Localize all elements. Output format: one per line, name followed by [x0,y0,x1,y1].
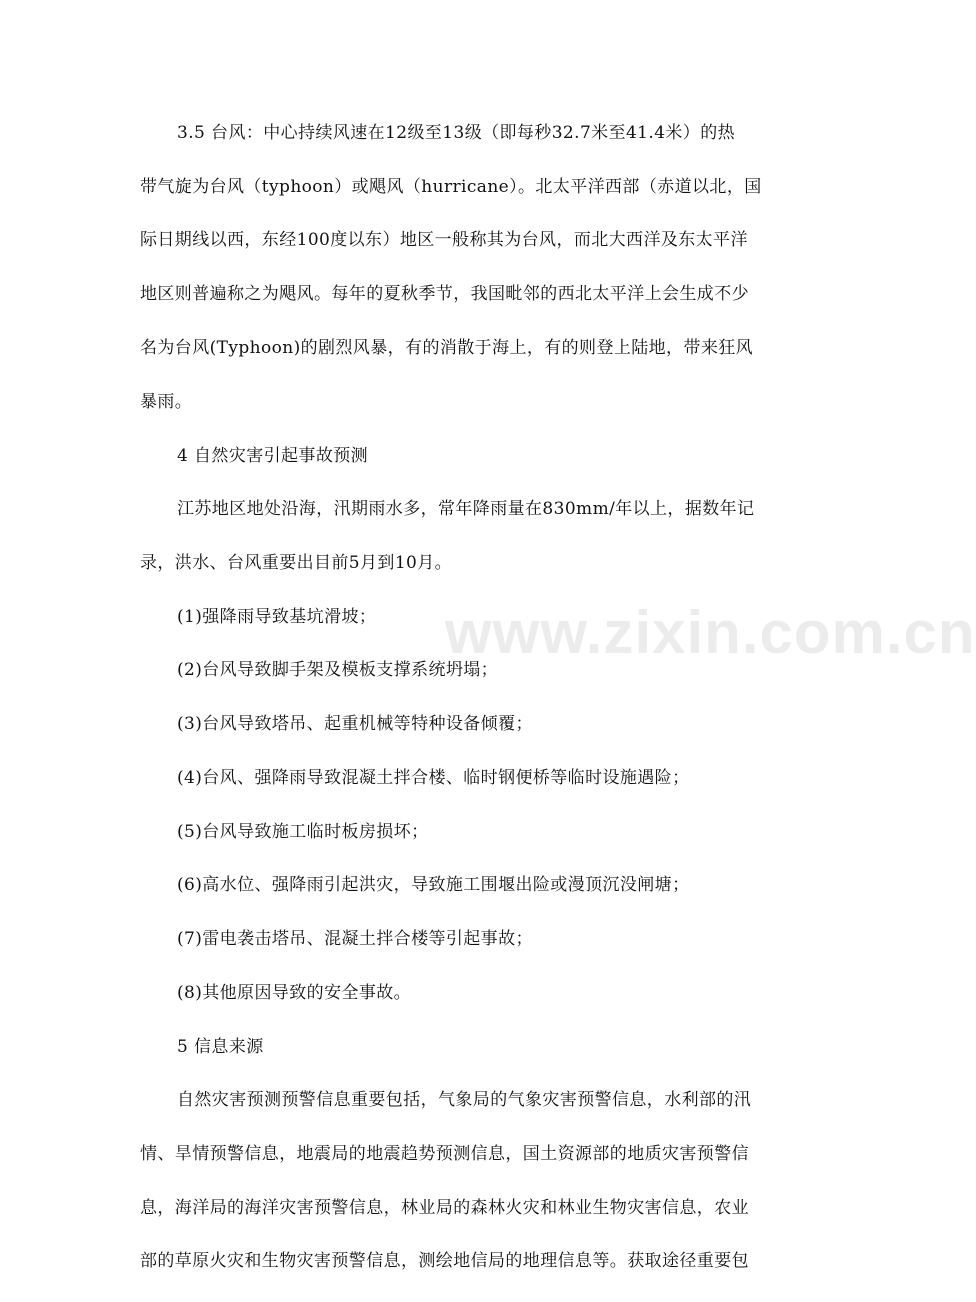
list-item-4: (4)台风、强降雨导致混凝土拌合楼、临时钢便桥等临时设施遇险； [177,768,690,788]
list-item-8: (8)其他原因导致的安全事故。 [177,983,412,1003]
para-typhoon-line-4: 地区则普遍称之为飓风。每年的夏秋季节，我国毗邻的西北太平洋上会生成不少 [140,284,749,304]
para-typhoon-line-6: 暴雨。 [140,392,193,412]
list-item-3: (3)台风导致塔吊、起重机械等特种设备倾覆； [177,714,533,734]
para-jiangsu-line-1: 江苏地区地处沿海，汛期雨水多，常年降雨量在830mm/年以上，据数年记 [177,499,755,519]
para-info-line-2: 情、旱情预警信息，地震局的地震趋势预测信息，国土资源部的地质灾害预警信 [140,1144,749,1164]
list-item-6: (6)高水位、强降雨引起洪灾，导致施工围堰出险或漫顶沉没闸塘； [177,875,690,895]
list-item-5: (5)台风导致施工临时板房损坏； [177,822,429,842]
list-item-2: (2)台风导致脚手架及模板支撑系统坍塌； [177,660,499,680]
para-typhoon-line-5: 名为台风(Typhoon)的剧烈风暴，有的消散于海上，有的则登上陆地，带来狂风 [140,338,754,358]
para-jiangsu-line-2: 录，洪水、台风重要出目前5月到10月。 [140,553,453,573]
para-typhoon-line-2: 带气旋为台风（typhoon）或飓风（hurricane）。北太平洋西部（赤道以北，国 [140,177,762,197]
para-info-line-1: 自然灾害预测预警信息重要包括，气象局的气象灾害预警信息，水利部的汛 [177,1090,752,1110]
para-info-line-4: 部的草原火灾和生物灾害预警信息，测绘地信局的地理信息等。获取途径重要包 [140,1251,749,1271]
para-typhoon-line-3: 际日期线以西，东经100度以东）地区一般称其为台风，而北大西洋及东太平洋 [140,230,748,250]
watermark: www.zixin.com.cn [445,599,976,666]
section-4-heading: 4 自然灾害引起事故预测 [177,446,369,466]
list-item-1: (1)强降雨导致基坑滑坡； [177,607,377,627]
section-5-heading: 5 信息来源 [177,1037,264,1057]
list-item-7: (7)雷电袭击塔吊、混凝土拌合楼等引起事故； [177,929,533,949]
para-typhoon-line-1: 3.5 台风：中心持续风速在12级至13级（即每秒32.7米至41.4米）的热 [177,123,736,143]
para-info-line-3: 息，海洋局的海洋灾害预警信息，林业局的森林火灾和林业生物灾害信息，农业 [140,1198,749,1218]
